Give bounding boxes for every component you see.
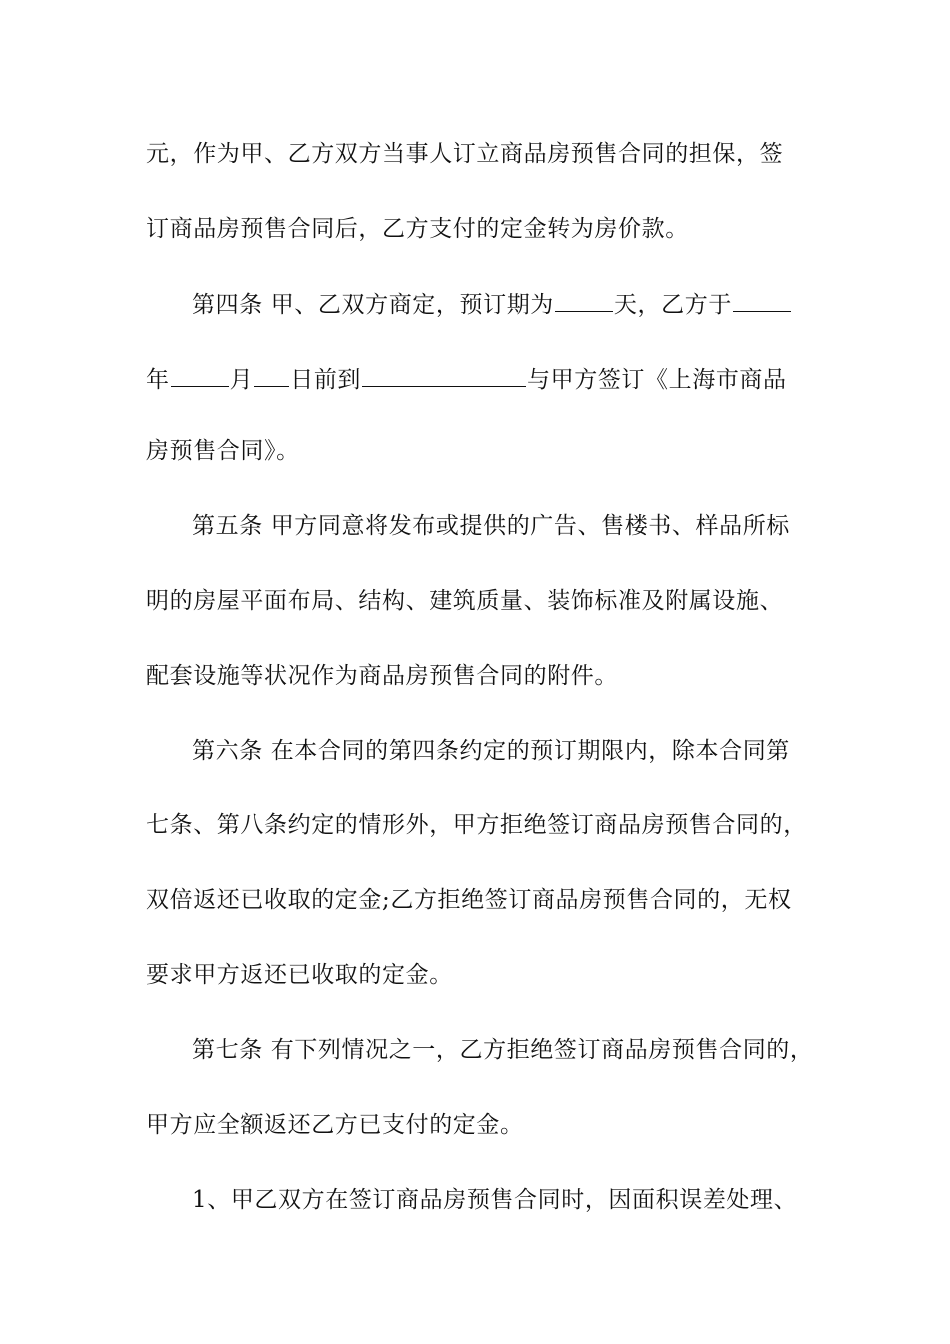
list-item-1-line: 1、甲乙双方在签订商品房预售合同时，因面积误差处理、	[192, 1187, 798, 1213]
text-segment: 与甲方签订《上海市商品	[527, 367, 787, 393]
text-line: 双倍返还已收取的定金;乙方拒绝签订商品房预售合同的，无权	[146, 887, 792, 913]
fill-in-blank-day	[254, 364, 289, 387]
text-line: 甲方应全额返还乙方已支付的定金。	[146, 1112, 524, 1138]
article-6-line: 第六条 在本合同的第四条约定的预订期限内，除本合同第	[192, 738, 790, 764]
text-line: 元，作为甲、乙方双方当事人订立商品房预售合同的担保，签	[146, 141, 784, 167]
fill-in-blank-days	[555, 289, 613, 312]
text-line: 房预售合同》。	[146, 438, 300, 464]
article-4-line	[192, 289, 806, 320]
text-segment: 第四条 甲、乙双方商定，预订期为	[192, 292, 554, 318]
text-segment: 日前到	[290, 367, 362, 393]
fill-in-blank-location	[362, 364, 526, 387]
article-7-line: 第七条 有下列情况之一，乙方拒绝签订商品房预售合同的，	[192, 1037, 814, 1063]
text-line: 要求甲方返还已收取的定金。	[146, 962, 453, 988]
text-segment: 年	[146, 367, 170, 393]
text-line: 明的房屋平面布局、结构、建筑质量、装饰标准及附属设施、	[146, 588, 784, 614]
text-segment: 月	[229, 367, 254, 393]
text-line: 七条、第八条约定的情形外，甲方拒绝签订商品房预售合同的，	[146, 812, 807, 838]
text-line: 订商品房预售合同后，乙方支付的定金转为房价款。	[146, 216, 689, 242]
text-line: 配套设施等状况作为商品房预售合同的附件。	[146, 663, 618, 689]
fill-in-blank-year	[733, 289, 791, 312]
article-5-line: 第五条 甲方同意将发布或提供的广告、售楼书、样品所标	[192, 513, 790, 539]
date-location-line	[146, 364, 806, 395]
text-segment: 天，乙方于	[613, 292, 732, 318]
fill-in-blank-month	[171, 364, 229, 387]
